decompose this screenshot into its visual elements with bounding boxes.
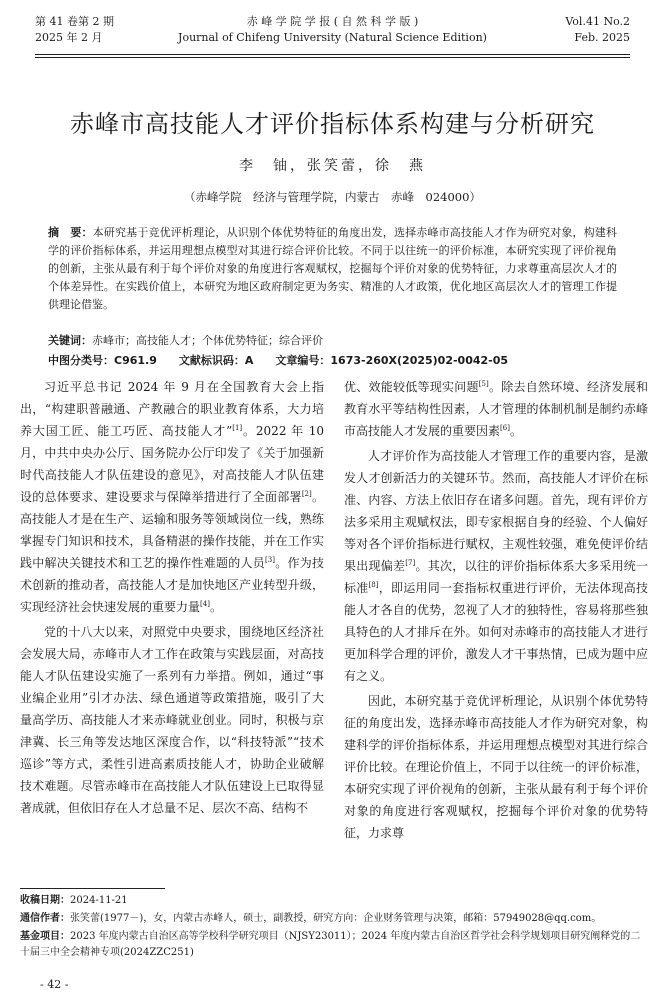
page-number: - 42 - (40, 978, 69, 991)
citation: [5] (478, 380, 489, 388)
footnote-rule (20, 888, 165, 889)
authors: 李 铀，张笑蕾，徐 燕 (239, 158, 426, 174)
paper-title: 赤峰市高技能人才评价指标体系构建与分析研究 (70, 110, 595, 138)
classification-line (48, 352, 645, 370)
header-rule-thin (35, 57, 630, 58)
affiliation: （赤峰学院 经济与管理学院，内蒙古 赤峰 024000） (184, 190, 481, 204)
paragraph: 优、效能较低等现实问题[5]。除去自然环境、经济发展和教育水平等结构性因素，人才管理的体制机制是制约赤峰市高技能人才发展的重要因素[6]。 (344, 380, 648, 438)
citation: [7] (405, 559, 416, 567)
paragraph: 因此，本研究基于竞优评析理论，从识别个体优势特征的角度出发，选择赤峰市高技能人才作为研究对象，构建科学的评价指标体系，并运用理想点模型对其进行综合评价比较。在理论价值上，不同于以往统一的评价标准，本研究实现了评价视角的创新，主张从最有利于每个评价对象的角度进行客观赋权，挖掘每个评价对象的优势特征，力求尊 (344, 694, 648, 840)
document-code: 文献标识码：A (178, 354, 254, 367)
citation: [8] (368, 581, 379, 589)
paragraph: 党的十八大以来，对照党中央要求，围绕地区经济社会发展大局，赤峰市人才工作在政策与实践层面，对高技能人才队伍建设实施了一系列有力举措。例如，通过“事业编企业用”引才办法、绿色通道等政策措施，吸引了大量高学历、高技能人才来赤峰就业创业。同时，积极与京津冀、长三角等发达地区深度合作，以“科技特派”“技术巡诊”等方式，柔性引进高素质技能人才，协助企业破解技术难题。尽管赤峰市在高技能人才队伍建设上已取得显著成就，但依旧存在人才总量不足、层次不高、结构不 (20, 625, 324, 815)
citation: [1] (232, 424, 243, 432)
paragraph: 习近平总书记 2024 年 9 月在全国教育大会上指出，“构建职普融通、产教融合的职业教育体系，大力培养大国工匠、能工巧匠、高技能人才”[1]。2022 年 10 月，中共中央办公厅、国务院办公厅印发了《关于加强新时代高技能人才队伍建设的意见》，对高技能人才队伍建设的总体要求、建设要求与保障举措进行了全面部署[2]。高技能人才是在生产、运输和服务等领域岗位一线，熟练掌握专门知识和技术，具备精湛的操作技能，并在工作实践中解决关键技术和工艺的操作性难题的人员[3]。作为技术创新的推动者，高技能人才是加快地区产业转型升级，实现经济社会快速发展的重要力量[4]。 (20, 380, 324, 614)
fund-project: 基金项目：2023 年度内蒙古自治区高等学校科学研究项目（NJSY23011）；2024 年度内蒙古自治区哲学社会科学规划项目研究阐释党的二十届三中全会精神专项(2024ZZC251) (20, 931, 641, 958)
clc-number: 中图分类号：C961.9 (48, 354, 157, 367)
header-volume-en: Vol.41 No.2 Feb. 2025 (565, 15, 630, 44)
abstract-label: 摘 要： (48, 226, 93, 239)
abstract (48, 224, 617, 314)
corresponding-author: 通信作者：张笑蕾(1977－)，女，内蒙古赤峰人，硕士，副教授，研究方向：企业财务管理与决策，邮箱：57949028@qq.com。 (20, 913, 602, 924)
abstract-text: 本研究基于竞优评析理论，从识别个体优势特征的角度出发，选择赤峰市高技能人才作为研究对象，构建科学的评价指标体系，并运用理想点模型对其进行综合评价比较。不同于以往统一的评价标准，本研究实现了评价视角的创新，主张从最有利于每个评价对象的角度进行客观赋权，挖掘每个评价对象的优势特征，力求尊重高层次人才的个体差异性。在实践价值上，本研究为地区政府制定更为务实、精准的人才政策，优化地区高层次人才的管理工作提供理论借鉴。 (48, 226, 617, 311)
footnotes (20, 893, 645, 963)
keywords-text: 赤峰市；高技能人才；个体优势特征；综合评价 (92, 334, 323, 347)
paragraph: 人才评价作为高技能人才管理工作的重要内容，是激发人才创新活力的关键环节。然而，高技能人才评价在标准、内容、方法上依旧存在诸多问题。首先，现有评价方法多采用主观赋权法，即专家根据自身的经验、个人偏好等对各个评价指标进行赋权，主观性较强，难免使评价结果出现偏差[7]。其次，以往的评价指标体系大多采用统一标准[8]，即运用同一套指标权重进行评价，无法体现高技能人才各自的优势，忽视了人才的独特性，容易将那些独具特色的人才排斥在外。如何对赤峰市的高技能人才进行更加科学合理的评价，激发人才干事热情，已成为题中应有之义。 (344, 449, 648, 683)
citation: [6] (500, 424, 510, 432)
header-rule (35, 54, 630, 55)
received-date: 收稿日期：2024-11-21 (20, 895, 128, 906)
citation: [2] (301, 490, 312, 498)
keywords (48, 332, 617, 350)
citation: [4] (200, 600, 210, 608)
citation: [3] (265, 556, 275, 564)
header-volume: 第 41 卷第 2 期 2025 年 2 月 (35, 15, 114, 44)
header-journal: 赤 峰 学 院 学 报 ( 自 然 科 学 版 ) Journal of Chifeng University (Natural Science Edition) (178, 15, 487, 44)
left-column (20, 376, 324, 819)
running-header (0, 0, 665, 62)
article-number: 文章编号：1673-260X(2025)02-0042-05 (275, 354, 509, 367)
right-column (344, 376, 648, 844)
keywords-label: 关键词： (48, 334, 92, 347)
